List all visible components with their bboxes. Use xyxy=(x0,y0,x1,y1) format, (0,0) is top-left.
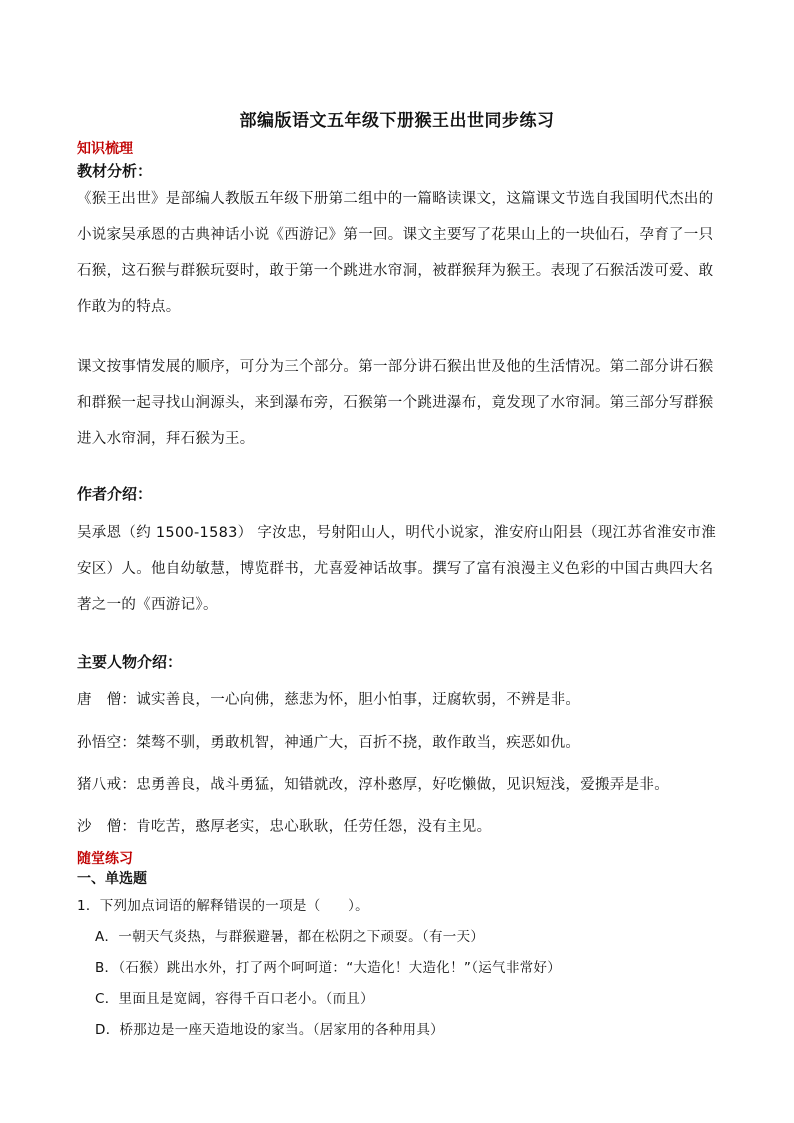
single-choice-heading: 一、单选题 xyxy=(77,871,147,887)
analysis-heading: 教材分析： xyxy=(77,162,153,180)
author-paragraph: 吴承恩（约 1500-1583） 字汝忠，号射阳山人，明代小说家，淮安府山阳县（现江苏省淮安市淮安区）人。他自幼敏慧，博览群书，尤喜爱神话故事。撰写了富有浪漫主义色彩的中国古典四大名著之一的《西游记》。 xyxy=(77,525,717,613)
analysis-paragraph-2: 课文按事情发展的顺序，可分为三个部分。第一部分讲石猴出世及他的生活情况。第二部分讲石猴和群猴一起寻找山涧源头，来到瀑布旁，石猴第一个跳进瀑布，竟发现了水帘洞。第三部分写群猴进入水帘洞，拜石猴为王。 xyxy=(77,359,714,447)
document-title: 部编版语文五年级下册猴王出世同步练习 xyxy=(239,111,555,131)
practice-heading: 随堂练习 xyxy=(77,851,133,867)
question-1-stem: 1．下列加点词语的解释错误的一项是（ ）。 xyxy=(77,898,369,914)
character-tang-seng: 唐 僧：诚实善良，一心向佛，慈悲为怀，胆小怕事，迂腐软弱，不辨是非。 xyxy=(77,692,581,708)
characters-heading: 主要人物介绍： xyxy=(77,653,183,671)
knowledge-heading: 知识梳理 xyxy=(77,141,133,157)
question-1-option-a: A．一朝天气炎热，与群猴避暑，都在松阴之下顽耍。（有一天） xyxy=(95,929,485,945)
author-heading: 作者介绍： xyxy=(77,485,153,503)
character-sun-wukong: 孙悟空：桀骜不驯，勇敢机智，神通广大，百折不挠，敢作敢当，疾恶如仇。 xyxy=(77,735,581,751)
question-1-option-c: C．里面且是宽阔，容得千百口老小。（而且） xyxy=(95,991,374,1007)
question-1-option-d: D．桥那边是一座天造地设的家当。（居家用的各种用具） xyxy=(95,1022,444,1038)
question-1-option-b: B．（石猴）跳出水外，打了两个呵呵道：“大造化！大造化！”（运气非常好） xyxy=(95,960,562,976)
character-zhu-bajie: 猪八戒：忠勇善良，战斗勇猛，知错就改，淳朴憨厚，好吃懒做，见识短浅，爱搬弄是非。 xyxy=(77,777,669,793)
character-sha-seng: 沙 僧：肯吃苦，憨厚老实，忠心耿耿，任劳任怨，没有主见。 xyxy=(77,819,492,835)
analysis-paragraph-1: 《猴王出世》是部编人教版五年级下册第二组中的一篇略读课文，这篇课文节选自我国明代杰出的小说家吴承恩的古典神话小说《西游记》第一回。课文主要写了花果山上的一块仙石，孕育了一只石猴，这石猴与群猴玩耍时，敢于第一个跳进水帘洞，被群猴拜为猴王。表现了石猴活泼可爱、敢作敢为的特点。 xyxy=(77,191,714,315)
